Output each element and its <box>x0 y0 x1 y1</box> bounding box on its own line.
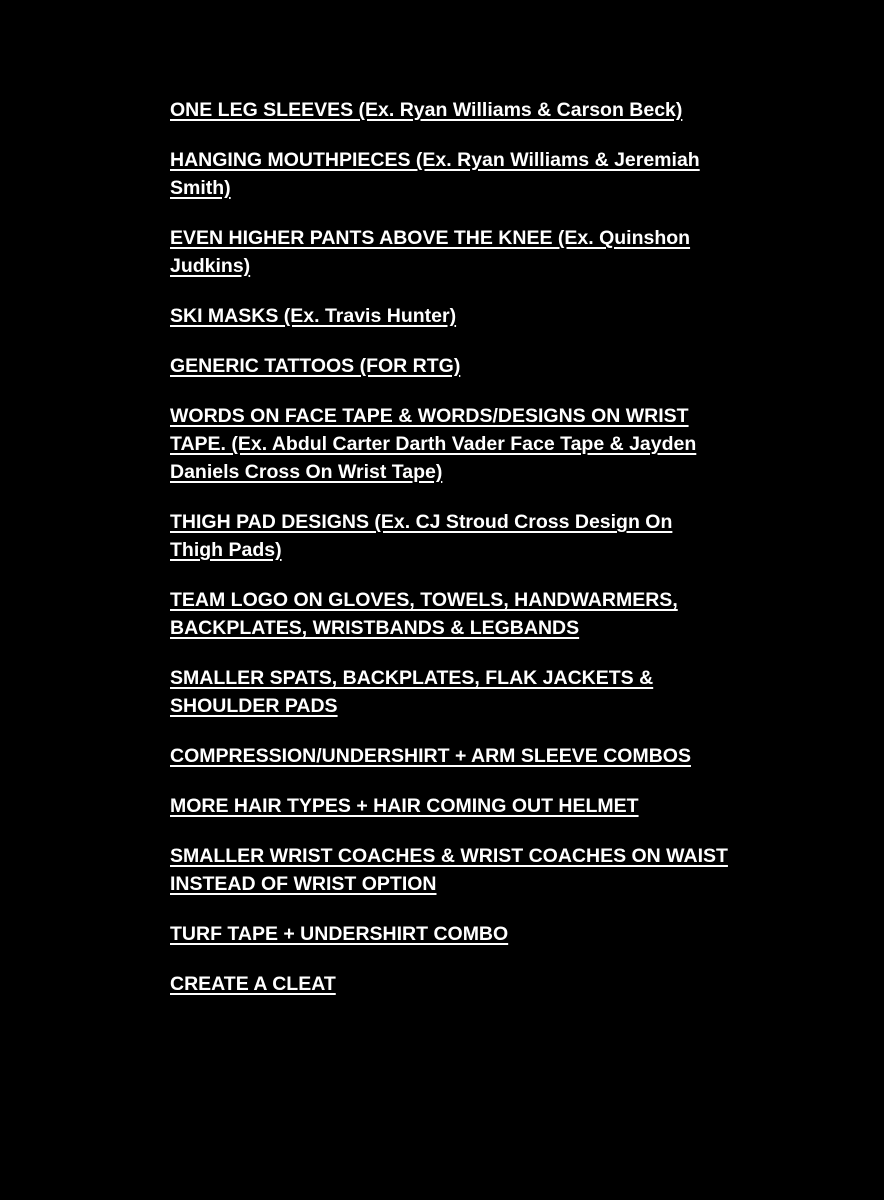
list-item[interactable]: SMALLER SPATS, BACKPLATES, FLAK JACKETS & SHOULDER PADS <box>170 667 654 717</box>
list-item[interactable]: MORE HAIR TYPES + HAIR COMING OUT HELMET <box>170 795 639 817</box>
list-item[interactable]: TEAM LOGO ON GLOVES, TOWELS, HANDWARMERS, BACKPLATES, WRISTBANDS & LEGBANDS <box>170 589 678 639</box>
list-item[interactable]: COMPRESSION/UNDERSHIRT + ARM SLEEVE COMBOS <box>170 745 691 767</box>
list-item[interactable]: CREATE A CLEAT <box>170 973 336 995</box>
list-item[interactable]: EVEN HIGHER PANTS ABOVE THE KNEE (Ex. Quinshon Judkins) <box>170 227 691 277</box>
list-item[interactable]: GENERIC TATTOOS (FOR RTG) <box>170 355 461 377</box>
list-item[interactable]: WORDS ON FACE TAPE & WORDS/DESIGNS ON WRIST TAPE. (Ex. Abdul Carter Darth Vader Face Tape & Jayden Daniels Cross On Wrist Tape) <box>170 405 697 483</box>
list-item[interactable]: SMALLER WRIST COACHES & WRIST COACHES ON WAIST INSTEAD OF WRIST OPTION <box>170 845 728 895</box>
wishlist-document <box>170 96 730 1020</box>
list-item[interactable]: THIGH PAD DESIGNS (Ex. CJ Stroud Cross Design On Thigh Pads) <box>170 511 673 561</box>
list-item[interactable]: SKI MASKS (Ex. Travis Hunter) <box>170 305 457 327</box>
list-item[interactable]: TURF TAPE + UNDERSHIRT COMBO <box>170 923 509 945</box>
list-item[interactable]: ONE LEG SLEEVES (Ex. Ryan Williams & Carson Beck) <box>170 99 683 121</box>
list-item[interactable]: HANGING MOUTHPIECES (Ex. Ryan Williams & Jeremiah Smith) <box>170 149 700 199</box>
